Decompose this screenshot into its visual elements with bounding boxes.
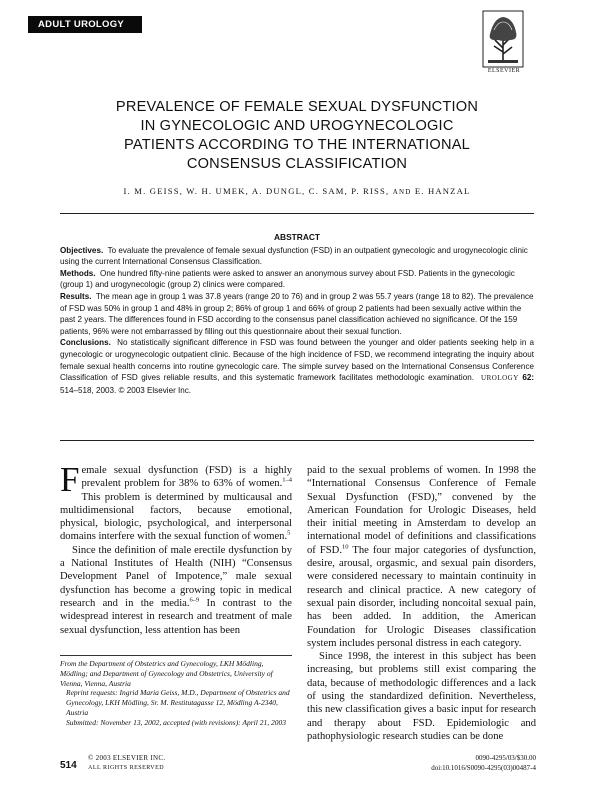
abstract-results: Results. The mean age in group 1 was 37.8 years (range 20 to 76) and in group 2 was 55.7 years (range 18 to 82). The prevalence of FSD was 50% in group 1 and 48% in group 2; 86% of group 1 and 66% of group 2 patients had been sexually active within the past 2 years. The differences found in FSD according to the consensus panel classification achieved no significance. Of the 159 patients, 96% were not embarrassed by filling out this questionnaire about their sexual function. xyxy=(60,291,534,336)
abstract-heading: ABSTRACT xyxy=(273,232,321,242)
body-paragraph: Female sexual dysfunction (FSD) is a highly prevalent problem for 38% to 63% of women.$^{1-4}$ This problem is determined by multicausal and multidimensional factors, because emotional, physical, biologic, psychological, and interpersonal domains interfere with the sexual function of women.$^5$ xyxy=(60,460,292,543)
citation-journal: UROLOGY xyxy=(481,374,519,383)
doi: doi:10.1016/S0090-4295(03)00487-4 xyxy=(431,764,536,772)
authors-and: AND xyxy=(392,188,412,196)
abstract-methods: Methods. One hundred fifty-nine patients were asked to answer an anonymous survey about FSD. Patients in the gynecologic (group 1) and urogynecologic (group 2) clinics were compared. xyxy=(60,268,515,290)
footer-left xyxy=(60,753,260,773)
elsevier-tree-logo xyxy=(482,6,524,74)
body-paragraph: paid to the sexual problems of women. In 1998 the “International Consensus Conference of Female Sexual Dysfunction (FSD),” convened by the American Foundation for Urologic Diseases, held their initial meeting in Amsterdam to develop an international model of definitions and classifications of FSD.$^{10}$ The four major categories of dysfunction, desire, arousal, orgasmic, and sexual pain disorders, were considered necessary to maintain continuity in research and clinical practice. A new category of sexual pain disorder, including noncoital sexual pain, has been added. In addition, the American Foundation for Urologic Diseases classification system includes personal distress in each category. xyxy=(307,465,536,649)
divider-rule xyxy=(60,440,534,441)
authors-last: E. HANZAL xyxy=(414,186,471,196)
abstract-conclusions: Conclusions. No statistically significant difference in FSD was found between the younger and older patients seeking help in a gynecologic or urogynecologic outpatient clinic. Because of the high incidence of FSD, we recommend integrating the inquiry about female sexual health concerns into routine gynecologic care. The simple survey based on the International Consensus Conference Classification of FSD gives reliable results, and this systematic framework facilitates methodologic examination. UROLOGY 62: 514–518, 2003. © 2003 Elsevier Inc. xyxy=(60,338,535,395)
title-line: IN GYNECOLOGIC AND UROGYNECOLOGIC xyxy=(140,118,454,134)
rights-reserved: ALL RIGHTS RESERVED xyxy=(88,765,165,771)
citation-rest: 514–518, 2003. © 2003 Elsevier Inc. xyxy=(60,385,192,395)
citation-volume: 62: xyxy=(522,373,535,383)
body-column-right xyxy=(307,464,536,743)
body-column-left xyxy=(60,460,292,637)
section-label: ADULT UROLOGY xyxy=(28,16,142,33)
publisher-logo-text: ELSEVIER xyxy=(487,68,521,74)
authors-primary: I. M. GEISS, W. H. UMEK, A. DUNGL, C. SAM, P. RISS, xyxy=(123,186,390,196)
body-paragraph: Since the definition of male erectile dysfunction by a National Institutes of Health (NIH) “Consensus Development Panel of Impotence,” male sexual dysfunction has become a growing topic in medical research and in the media.$^{6-9}$ In contrast to the widespread interest in research and treatment of male sexual dysfunction, less attention has been xyxy=(60,544,292,636)
divider-rule xyxy=(60,213,534,214)
title-line: PREVALENCE OF FEMALE SEXUAL DYSFUNCTION xyxy=(115,99,479,115)
title-line: CONSENSUS CLASSIFICATION xyxy=(186,156,408,172)
footnote-reprint: Reprint requests: Ingrid Maria Geiss, M.D., Department of Obstetrics and Gynecology, LKH Mödling, Sr. M. Restitutagasse 12, Mödling A-2340, Austria xyxy=(66,688,290,717)
abstract xyxy=(60,232,534,396)
copyright: © 2003 ELSEVIER INC. xyxy=(88,754,166,762)
issn: 0090-4295/03/$30.00 xyxy=(475,754,536,762)
footnote-rule xyxy=(60,655,292,656)
drop-cap: F xyxy=(60,460,80,499)
footer-right xyxy=(334,753,536,773)
page-number: 514 xyxy=(60,760,77,771)
footnotes xyxy=(60,659,292,728)
article-title xyxy=(60,98,534,174)
footnote-submitted: Submitted: November 13, 2002, accepted (with revisions): April 21, 2003 xyxy=(66,717,286,727)
abstract-objectives: Objectives. To evaluate the prevalence of female sexual dysfunction (FSD) in an outpatient gynecologic and urogynecologic clinic using the current International Consensus Classification. xyxy=(60,245,528,267)
footnote-affiliation: From the Department of Obstetrics and Gynecology, LKH Mödling, Mödling; and Department of Gynecology and Obstetrics, University of Vienna, Vienna, Austria xyxy=(60,659,273,688)
title-line: PATIENTS ACCORDING TO THE INTERNATIONAL xyxy=(124,137,470,153)
body-paragraph: Since 1998, the interest in this subject has been increasing, but problems still exist comparing the data, because of methodologic differences and a lack of using the standardized definition. Nevertheless, this new classification gives a basic input for research and therapy about FSD. Epidemiologic and pathophysiologic research studies can be done xyxy=(307,651,536,742)
author-list xyxy=(60,186,534,196)
